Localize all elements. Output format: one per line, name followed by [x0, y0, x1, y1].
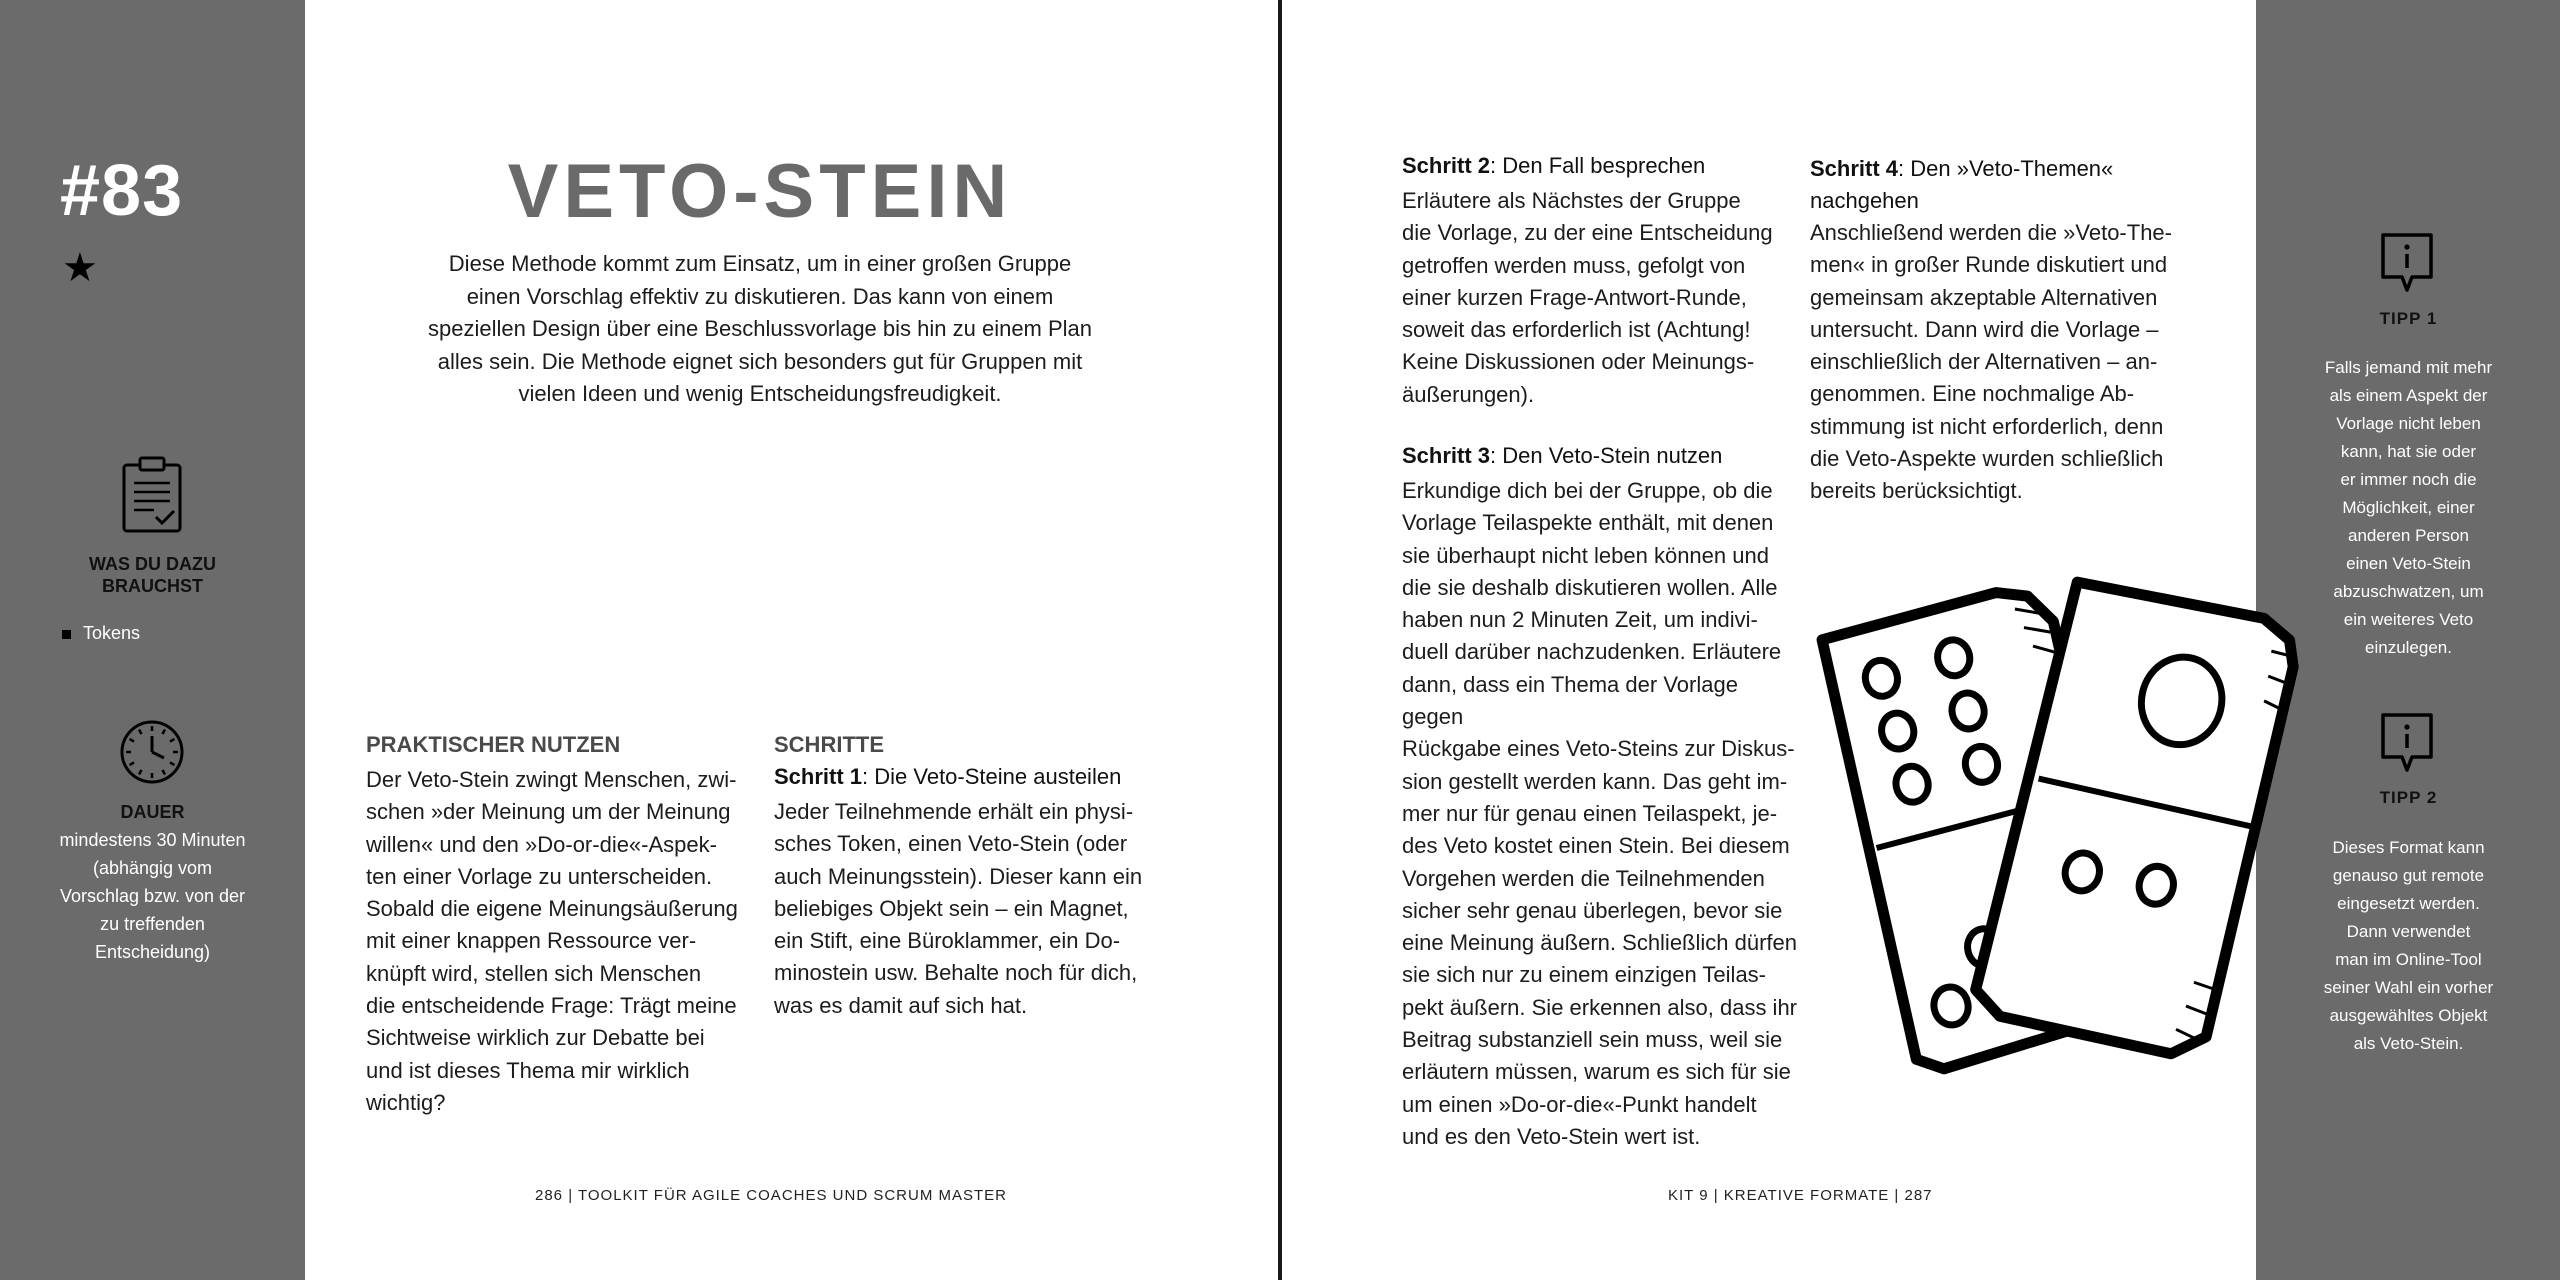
info-speech-bubble-icon — [2380, 232, 2434, 294]
right-footer: KIT 9 | KREATIVE FORMATE | 287 — [1668, 1187, 1933, 1204]
tip2-text: Dieses Format kann genauso gut remote eingesetzt werden. Dann verwendet man im Online-Tool seiner Wahl ein vorher ausgewähltes Objekt als Veto-Stein. — [2323, 838, 2494, 1053]
tip1-heading: TIPP 1 — [2379, 309, 2438, 328]
materials-list-item: Tokens — [62, 623, 140, 644]
tip2-heading: TIPP 2 — [2379, 788, 2438, 807]
step2-heading: Schritt 2: Den Fall besprechen — [1402, 153, 1706, 178]
step1-heading: Schritt 1: Die Veto-Steine austeilen — [774, 764, 1122, 789]
benefit-text: Der Veto-Stein zwingt Menschen, zwi- schen »der Meinung um der Meinung willen« und den »Do-or-die«-Aspek- ten einer Vorlage zu unterscheiden. Sobald die eigene Meinungsäußerung mit einer knappen Ressource ver- knüpft wird, stellen sich Menschen die entscheidende Frage: Trägt meine Sichtweise wirklich zur Debatte bei und ist dieses Thema mir wirklich wichtig? — [366, 767, 738, 1115]
duration-text: mindestens 30 Minuten (abhängig vom Vorschlag bzw. von der zu treffenden Entscheidung) — [59, 830, 246, 962]
step3-text: Erkundige dich bei der Gruppe, ob die Vorlage Teilaspekte enthält, mit denen sie überhaupt nicht leben können und die sie deshalb diskutieren wollen. Alle haben nun 2 Minuten Zeit, um indivi- duell darüber nachzudenken. Erläutere dann, dass ein Thema der Vorlage gegen Rückgabe eines Veto-Steins zur Diskus- sion gestellt werden kann. Das geht im- mer nur für genau einen Teilaspekt, je- des Veto kostet einen Stein. Bei diesem Vorgehen werden die Teilnehmenden sicher sehr genau überlegen, bevor sie eine Meinung äußern. Schließlich dürfen sie sich nur zu einem einzigen Teilas- pekt äußern. Sie erkennen also, dass ihr Beitrag substanziell sein muss, weil sie erläutern müssen, warum es sich für sie um einen »Do-or-die«-Punkt handelt und es den Veto-Stein wert ist. — [1402, 478, 1798, 1149]
method-number: #83 — [60, 151, 184, 231]
steps-heading: SCHRITTE — [774, 732, 884, 757]
step1-text: Jeder Teilnehmende erhält ein physi- sches Token, einen Veto-Stein (oder auch Meinungsstein). Dieser kann ein beliebiges Objekt sein – ein Magnet, ein Stift, eine Büroklammer, ein Do- minostein usw. Behalte noch für dich, was es damit auf sich hat. — [774, 799, 1143, 1018]
step4-text: Anschließend werden die »Veto-The- men« in großer Runde diskutiert und gemeinsam akzeptable Alternativen untersucht. Dann wird die Vorlage – einschließlich der Alternativen – an- genommen. Eine nochmalige Ab- stimmung ist nicht erforderlich, denn die Veto-Aspekte wurden schließlich bereits berücksichtigt. — [1810, 220, 2172, 504]
page-title: VETO-STEIN — [507, 149, 1013, 234]
step2-text: Erläutere als Nächstes der Gruppe die Vorlage, zu der eine Entscheidung getroffen werden muss, gefolgt von einer kurzen Frage-Antwort-Runde, soweit das erforderlich ist (Achtung! Keine Diskussionen oder Meinungs- äußerungen). — [1402, 188, 1773, 407]
clock-icon — [118, 718, 186, 786]
tip1-text: Falls jemand mit mehr als einem Aspekt der Vorlage nicht leben kann, hat sie oder er immer noch die Möglichkeit, einer anderen Person einen Veto-Stein abzuschwatzen, um ein weiteres Veto einzulegen. — [2324, 358, 2493, 657]
info-speech-bubble-icon — [2380, 712, 2434, 774]
duration-heading: DAUER — [120, 802, 185, 822]
materials-heading: WAS DU DAZU BRAUCHST — [89, 554, 216, 596]
benefit-heading: PRAKTISCHER NUTZEN — [366, 732, 621, 757]
step4-heading: Schritt 4: Den »Veto-Themen« nachgehen — [1810, 156, 2114, 213]
dominoes-illustration — [1800, 570, 2330, 1075]
clipboard-icon — [120, 455, 184, 535]
star-icon: ★ — [62, 246, 98, 290]
left-footer: 286 | TOOLKIT FÜR AGILE COACHES UND SCRUM MASTER — [535, 1187, 1007, 1204]
intro-text: Diese Methode kommt zum Einsatz, um in einer großen Gruppe einen Vorschlag effektiv zu diskutieren. Das kann von einem speziellen Design über eine Beschlussvorlage bis hin zu einem Plan alles sein. Die Methode eignet sich besonders gut für Gruppen mit vielen Ideen und wenig Entscheidungsfreudigkeit. — [427, 251, 1093, 406]
step3-heading: Schritt 3: Den Veto-Stein nutzen — [1402, 443, 1723, 468]
page-gutter — [1278, 0, 1282, 1280]
